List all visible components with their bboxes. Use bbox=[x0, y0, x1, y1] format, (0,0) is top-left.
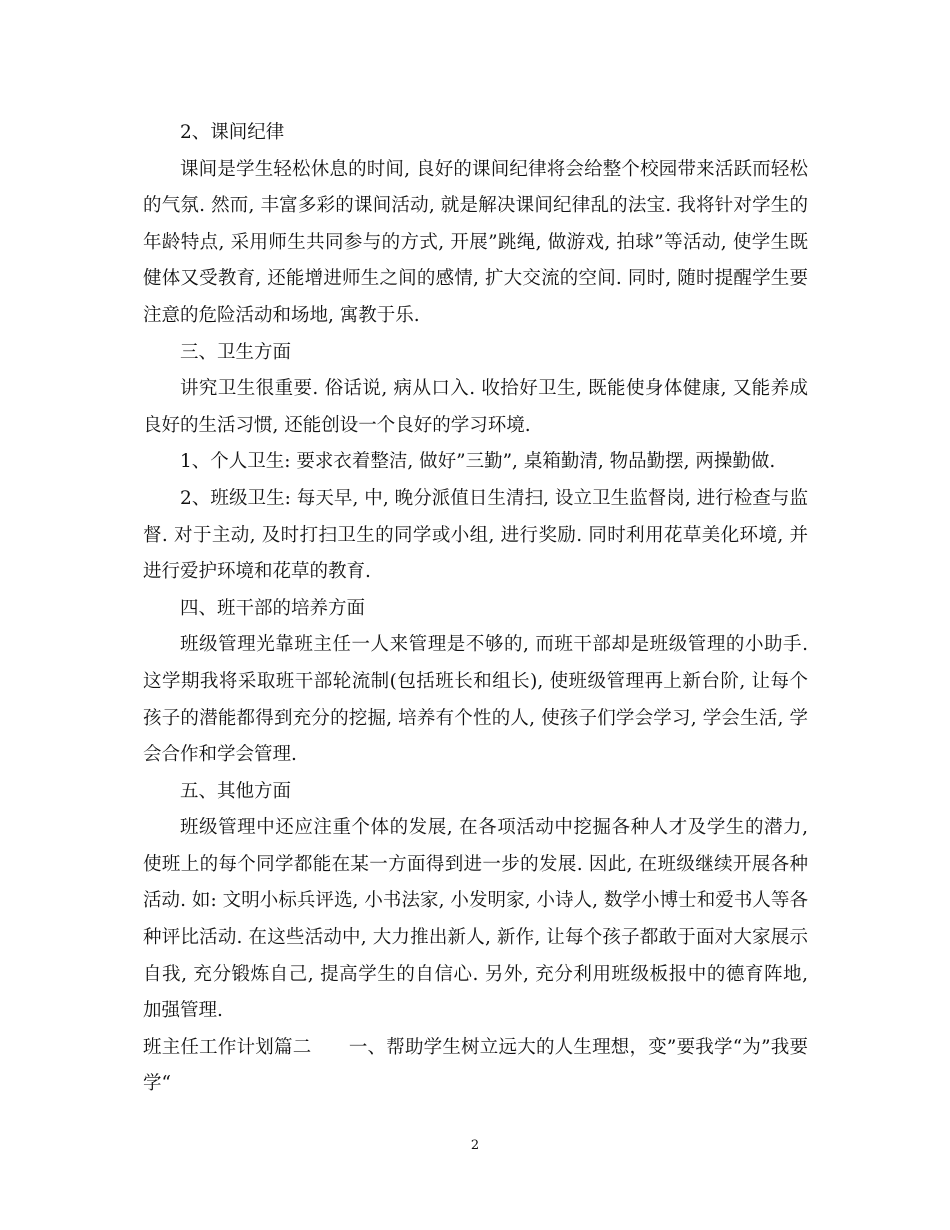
page-number: 2 bbox=[470, 1138, 480, 1153]
paragraph-class-hygiene: 2、班级卫生: 每天早, 中, 晚分派值日生清扫, 设立卫生监督岗, 进行检查与监督. 对于主动, 及时打扫卫生的同学或小组, 进行奖励. 同时利用花草美化环境, 并进行爱护环境和花草的教育. bbox=[143, 487, 808, 583]
paragraph-plan-two-heading: 班主任工作计划篇二 一、帮助学生树立远大的人生理想，变”要我学“为”我要学“ bbox=[143, 1036, 808, 1095]
paragraph-section-heading-class-cadre: 四、班干部的培养方面 bbox=[180, 597, 366, 619]
paragraph-section-heading-hygiene: 三、卫生方面 bbox=[180, 341, 292, 363]
paragraph-break-discipline: 课间是学生轻松休息的时间, 良好的课间纪律将会给整个校园带来活跃而轻松的气氛. 然而, 丰富多彩的课间活动, 就是解决课间纪律乱的法宝. 我将针对学生的年龄特点, 采用师生共同参与的方式, 开展”跳绳, 做游戏, 拍球”等活动, 使学生既健体又受教育, 还能增进师生之间的感情, 扩大交流的空间. 同时, 随时提醒学生要注意的危险活动和场地, 寓教于乐. bbox=[143, 158, 808, 326]
paragraph-other: 班级管理中还应注重个体的发展, 在各项活动中挖掘各种人才及学生的潜力, 使班上的每个同学都能在某一方面得到进一步的发展. 因此, 在班级继续开展各种活动. 如: 文明小标兵评选, 小书法家, 小发明家, 小诗人, 数学小博士和爱书人等各种评比活动. 在这些活动中, 大力推出新人, 新作, 让每个孩子都敢于面对大家展示自我, 充分锻炼自己, 提高学生的自信心. 另外, 充分利用班级板报中的德育阵地, 加强管理. bbox=[143, 817, 808, 1022]
paragraph-section-heading-other: 五、其他方面 bbox=[180, 780, 292, 802]
paragraph-section-heading-break-discipline: 2、课间纪律 bbox=[180, 122, 285, 143]
document-body bbox=[143, 115, 808, 1103]
paragraph-hygiene-intro: 讲究卫生很重要. 俗话说, 病从口入. 收拾好卫生, 既能使身体健康, 又能养成良好的生活习惯, 还能创设一个良好的学习环境. bbox=[143, 378, 808, 436]
paragraph-class-cadre: 班级管理光靠班主任一人来管理是不够的, 而班干部却是班级管理的小助手. 这学期我将采取班干部轮流制(包括班长和组长), 使班级管理再上新台阶, 让每个孩子的潜能都得到充分的挖掘, 培养有个性的人, 使孩子们学会学习, 学会生活, 学会合作和学会管理. bbox=[143, 634, 808, 766]
paragraph-personal-hygiene: 1、个人卫生: 要求衣着整洁, 做好”三勤”, 桌箱勤清, 物品勤摆, 两操勤做. bbox=[180, 451, 776, 473]
